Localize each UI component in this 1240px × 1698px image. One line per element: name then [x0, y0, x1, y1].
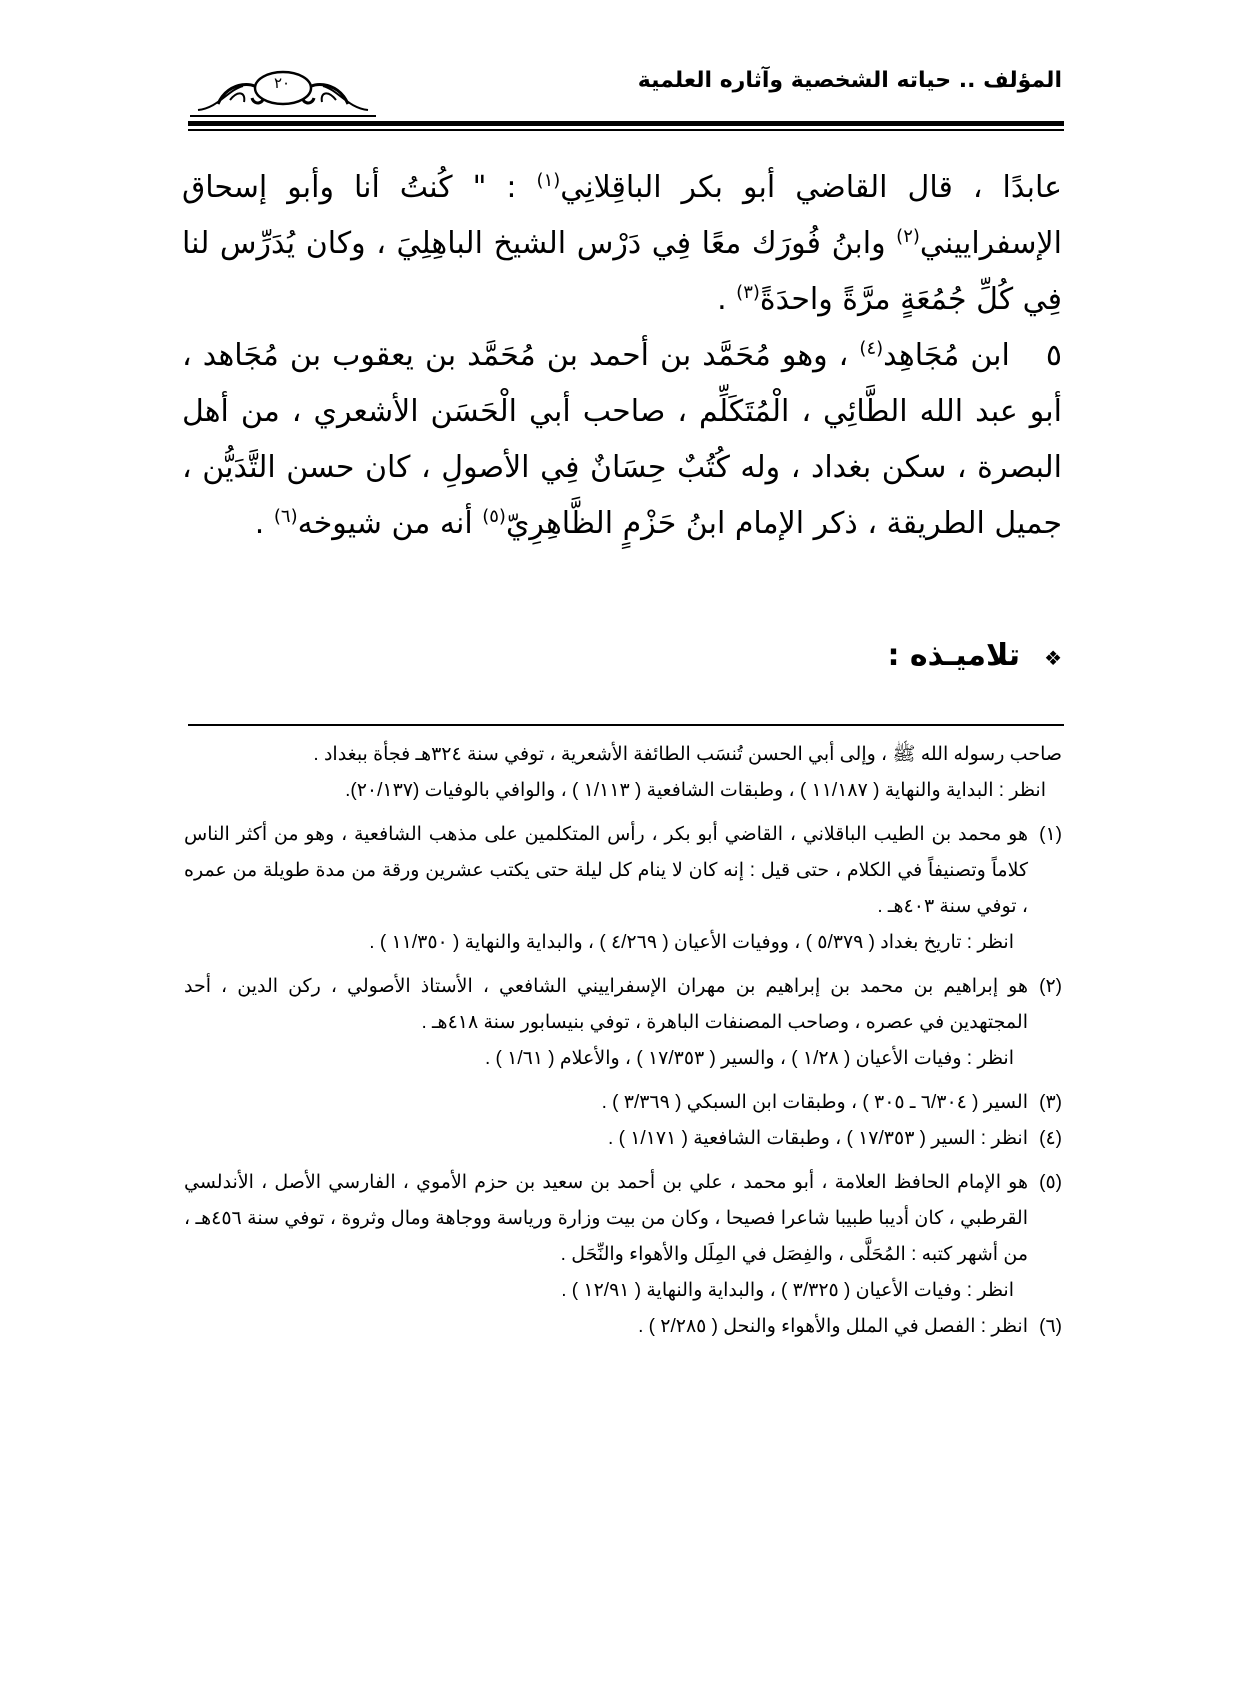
footnote-item	[184, 817, 1062, 961]
main-text	[182, 160, 1062, 552]
section-heading	[887, 638, 1062, 673]
footnote-text: انظر : السير ( ١٧/٣٥٣ ) ، وطبقات الشافعية ( ١/١٧١ ) .	[608, 1128, 1028, 1149]
footnote-reference-text: انظر : تاريخ بغداد ( ٥/٣٧٩ ) ، ووفيات الأعيان ( ٤/٢٦٩ ) ، والبداية والنهاية ( ١١/٣٥٠ ) .	[369, 932, 1014, 953]
footnote-ref[interactable]: (٤)	[859, 338, 884, 359]
footnote-ref[interactable]: (٣)	[736, 282, 760, 303]
footnote-number: (٦)	[1039, 1316, 1062, 1337]
header-rule-thick	[188, 121, 1064, 126]
footnote-text: انظر : الفصل في الملل والأهواء والنحل ( ٢/٢٨٥ ) .	[638, 1316, 1028, 1337]
footnote-text: السير ( ٦/٣٠٤ ـ ٣٠٥ ) ، وطبقات ابن السبكي ( ٣/٣٦٩ ) .	[601, 1092, 1028, 1113]
footnote-number: (٤)	[1039, 1128, 1062, 1149]
footnote-ref[interactable]: (٢)	[896, 226, 920, 247]
page-number: ٢٠	[273, 74, 291, 92]
footnote-item	[184, 1121, 1062, 1157]
footnote-reference-text: انظر : وفيات الأعيان ( ٣/٣٢٥ ) ، والبداية والنهاية ( ١٢/٩١ ) .	[561, 1280, 1014, 1301]
footnote-number: (٢)	[1039, 976, 1062, 997]
footnote-item	[184, 1165, 1062, 1309]
paragraph: عابدًا ، قال القاضي أبو بكر الباقِلانِي$^{(١)}$ : " كُنتُ أنا وأبو إسحاق الإسفراييني$^{(٢)}$ وابنُ فُورَك معًا فِي دَرْس الشيخ الباهِلِيَ ، وكان يُدَرِّس لنا فِي كُلِّ جُمُعَةٍ مرَّةً واحدَةً$^{(٣)}$ .	[182, 170, 1062, 317]
header-rule-thin	[188, 129, 1064, 131]
footnote-item	[184, 1309, 1062, 1345]
footnote-ref[interactable]: (٦)	[273, 506, 298, 527]
footnote-ref[interactable]: (٥)	[482, 506, 506, 527]
footnote-text: هو إبراهيم بن محمد بن إبراهيم بن مهران الإسفراييني الشافعي ، الأستاذ الأصولي ، ركن الدين ، أحد المجتهدين في عصره ، وصاحب المصنفات الباهرة ، توفي بنيسابور سنة ٤١٨هـ .	[184, 976, 1028, 1033]
section-heading-text: تلاميـذه :	[887, 638, 1021, 673]
footnote-text: هو الإمام الحافظ العلامة ، أبو محمد ، علي بن أحمد بن سعيد بن حزم الأموي ، الفارسي الأصل ، الأندلسي القرطبي ، كان أديبا طبيبا شاعرا فصيحا ، وكان من بيت وزارة ورياسة ووجاهة ومال وثروة ، توفي سنة ٤٥٦هـ ، من أشهر كتبه : المُحَلَّى ، والفِصَل في المِلَل والأهواء والنِّحَل .	[184, 1172, 1028, 1265]
footnotes	[184, 737, 1062, 1345]
footnote-continuation: انظر : البداية والنهاية ( ١١/١٨٧ ) ، وطبقات الشافعية ( ١/١١٣ ) ، والوافي بالوفيات (٢٠/١٣٧).	[345, 780, 1046, 801]
footnote-number: (٣)	[1039, 1092, 1062, 1113]
footnote-number: (١)	[1039, 824, 1062, 845]
diamond-bullet-icon: ❖	[1044, 646, 1062, 670]
footnote-separator	[188, 724, 1064, 726]
footnote-continuation: صاحب رسوله الله ﷺ ، وإلى أبي الحسن تُنسَب الطائفة الأشعرية ، توفي سنة ٣٢٤هـ فجأة ببغداد .	[313, 744, 1062, 765]
footnote-number: (٥)	[1039, 1172, 1062, 1193]
footnote-item	[184, 1085, 1062, 1121]
line-number-marker: ٥	[1045, 338, 1062, 373]
footnote-item	[184, 969, 1062, 1077]
paragraph: ٥ابن مُجَاهِد$^{(٤)}$ ، وهو مُحَمَّد بن أحمد بن مُحَمَّد بن يعقوب بن مُجَاهد ، أبو عبد الله الطَّائِي ، الْمُتَكَلِّم ، صاحب أبي الْحَسَن الأشعري ، من أهل البصرة ، سكن بغداد ، وله كُتُبٌ حِسَانٌ فِي الأصولِ ، كان حسن التَّدَيُّن ، جميل الطريقة ، ذكر الإمام ابنُ حَزْمٍ الظَّاهِرِيّ$^{(٥)}$ أنه من شيوخه$^{(٦)}$ .	[182, 328, 1062, 552]
footnote-ref[interactable]: (١)	[536, 170, 561, 191]
footnote-reference-text: انظر : وفيات الأعيان ( ١/٢٨ ) ، والسير ( ١٧/٣٥٣ ) ، والأعلام ( ١/٦١ ) .	[484, 1048, 1014, 1069]
footnote-text: هو محمد بن الطيب الباقلاني ، القاضي أبو بكر ، رأس المتكلمين على مذهب الشافعية ، وهو من أكثر الناس كلاماً وتصنيفاً في الكلام ، حتى قيل : إنه كان لا ينام كل ليلة حتى يكتب عشرين ورقة من مدة طويلة من عمره ، توفي سنة ٤٠٣هـ .	[184, 824, 1028, 917]
running-header-title: المؤلف .. حياته الشخصية وآثاره العلمية	[637, 68, 1062, 93]
